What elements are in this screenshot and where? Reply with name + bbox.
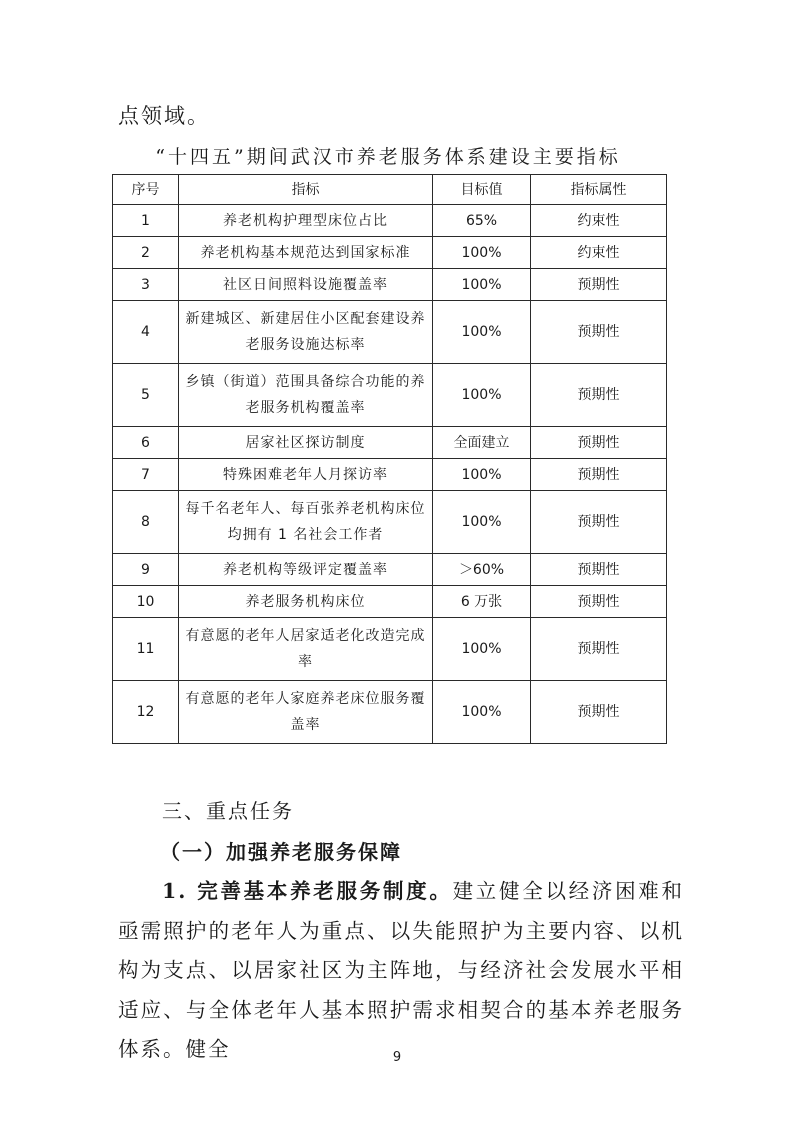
row-target: 100% (433, 681, 531, 744)
row-target: 100% (433, 237, 531, 269)
row-no: 6 (113, 427, 179, 459)
table-row (113, 491, 667, 554)
row-target: 100% (433, 364, 531, 427)
row-attribute: 预期性 (531, 427, 667, 459)
row-indicator: 有意愿的老年人家庭养老床位服务覆盖率 (179, 681, 433, 744)
table-row (113, 586, 667, 618)
table-row (113, 269, 667, 301)
row-attribute: 预期性 (531, 586, 667, 618)
page-number: 9 (392, 1050, 402, 1065)
table-row (113, 618, 667, 681)
table-row (113, 301, 667, 364)
row-target: 100% (433, 491, 531, 554)
row-attribute: 预期性 (531, 491, 667, 554)
row-attribute: 预期性 (531, 459, 667, 491)
row-no: 10 (113, 586, 179, 618)
row-attribute: 预期性 (531, 364, 667, 427)
table-row (113, 364, 667, 427)
row-indicator: 居家社区探访制度 (179, 427, 433, 459)
paragraph-text: 建立健全以经济困难和亟需照护的老年人为重点、以失能照护为主要内容、以机构为支点、以居家社区为主阵地，与经济社会发展水平相适应、与全体老年人基本照护需求相契合的基本养老服务体系。健全 (118, 879, 685, 1061)
row-indicator: 乡镇（街道）范围具备综合功能的养老服务机构覆盖率 (179, 364, 433, 427)
table-header-row (113, 175, 667, 205)
row-target: 100% (433, 301, 531, 364)
row-target: 6 万张 (433, 586, 531, 618)
row-no: 1 (113, 205, 179, 237)
header-target: 目标值 (433, 175, 531, 205)
row-indicator: 新建城区、新建居住小区配套建设养老服务设施达标率 (179, 301, 433, 364)
row-target: 65% (433, 205, 531, 237)
lead-text: 点领域。 (118, 104, 210, 128)
table-row (113, 427, 667, 459)
row-no: 9 (113, 554, 179, 586)
header-no: 序号 (113, 175, 179, 205)
row-indicator: 养老机构基本规范达到国家标准 (179, 237, 433, 269)
indicators-table (112, 174, 667, 744)
row-indicator: 养老服务机构床位 (179, 586, 433, 618)
row-indicator: 社区日间照料设施覆盖率 (179, 269, 433, 301)
row-no: 5 (113, 364, 179, 427)
table-row (113, 459, 667, 491)
row-target: ＞60% (433, 554, 531, 586)
row-indicator: 有意愿的老年人居家适老化改造完成率 (179, 618, 433, 681)
table-row (113, 554, 667, 586)
section-heading: 三、重点任务 (162, 799, 294, 823)
row-no: 4 (113, 301, 179, 364)
table-title: “十四五”期间武汉市养老服务体系建设主要指标 (155, 146, 621, 168)
row-attribute: 预期性 (531, 301, 667, 364)
row-attribute: 约束性 (531, 205, 667, 237)
row-no: 2 (113, 237, 179, 269)
header-indicator: 指标 (179, 175, 433, 205)
row-no: 3 (113, 269, 179, 301)
row-no: 7 (113, 459, 179, 491)
row-indicator: 养老机构护理型床位占比 (179, 205, 433, 237)
row-indicator: 养老机构等级评定覆盖率 (179, 554, 433, 586)
row-attribute: 预期性 (531, 618, 667, 681)
row-indicator: 每千名老年人、每百张养老机构床位均拥有 1 名社会工作者 (179, 491, 433, 554)
header-attribute: 指标属性 (531, 175, 667, 205)
row-target: 100% (433, 269, 531, 301)
row-indicator: 特殊困难老年人月探访率 (179, 459, 433, 491)
row-no: 11 (113, 618, 179, 681)
row-target: 100% (433, 459, 531, 491)
row-attribute: 预期性 (531, 681, 667, 744)
row-no: 12 (113, 681, 179, 744)
table-row (113, 205, 667, 237)
paragraph-bold-lead: 1. 完善基本养老服务制度。 (162, 879, 453, 903)
row-no: 8 (113, 491, 179, 554)
table-row (113, 681, 667, 744)
body-paragraph (118, 872, 684, 1070)
row-attribute: 预期性 (531, 554, 667, 586)
subsection-heading: （一）加强养老服务保障 (160, 840, 402, 864)
row-target: 100% (433, 618, 531, 681)
row-attribute: 预期性 (531, 269, 667, 301)
table-row (113, 237, 667, 269)
row-attribute: 约束性 (531, 237, 667, 269)
row-target: 全面建立 (433, 427, 531, 459)
